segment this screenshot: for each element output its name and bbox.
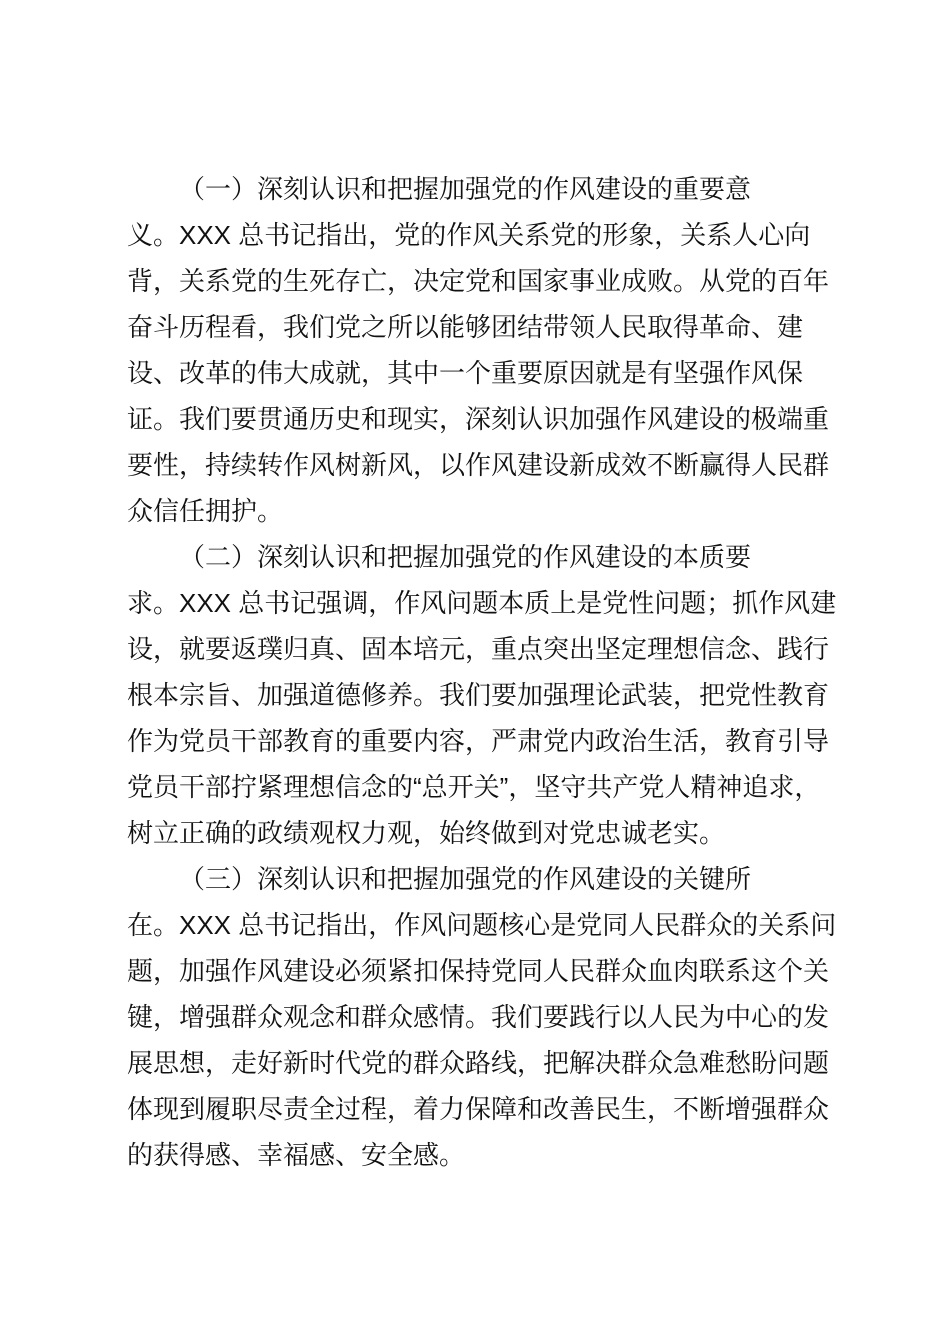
text-line: 党员干部拧紧理想信念的“总开关”，坚守共产党人精神追求， [127, 772, 821, 802]
text-line: 在。XXX 总书记指出，作风问题核心是党同人民群众的关系问 [127, 910, 837, 940]
paragraph-2 [127, 534, 837, 856]
text-line: 设、改革的伟大成就，其中一个重要原因就是有坚强作风保 [127, 358, 804, 388]
text-line: （三）深刻认识和把握加强党的作风建设的关键所 [179, 864, 752, 894]
text-line: 背，关系党的生死存亡，决定党和国家事业成败。从党的百年 [127, 266, 830, 296]
text-line: 题，加强作风建设必须紧扣保持党同人民群众血肉联系这个关 [127, 956, 830, 986]
document-content [127, 166, 837, 1178]
text-line: （一）深刻认识和把握加强党的作风建设的重要意 [179, 174, 752, 204]
text-line: 作为党员干部教育的重要内容，严肃党内政治生活，教育引导 [127, 726, 830, 756]
text-line: 证。我们要贯通历史和现实，深刻认识加强作风建设的极端重 [127, 404, 830, 434]
paragraph-3 [127, 856, 837, 1178]
text-line: 的获得感、幸福感、安全感。 [127, 1140, 466, 1170]
text-line: 根本宗旨、加强道德修养。我们要加强理论武装，把党性教育 [127, 680, 830, 710]
text-line: 奋斗历程看，我们党之所以能够团结带领人民取得革命、建 [127, 312, 804, 342]
text-line: 键，增强群众观念和群众感情。我们要践行以人民为中心的发 [127, 1002, 830, 1032]
text-line: 体现到履职尽责全过程，着力保障和改善民生，不断增强群众 [127, 1094, 830, 1124]
text-line: 众信任拥护。 [127, 496, 284, 526]
text-line: 设，就要返璞归真、固本培元，重点突出坚定理想信念、践行 [127, 634, 830, 664]
text-line: 求。XXX 总书记强调，作风问题本质上是党性问题；抓作风建 [127, 588, 837, 618]
text-line: 要性，持续转作风树新风，以作风建设新成效不断赢得人民群 [127, 450, 830, 480]
text-line: 展思想，走好新时代党的群众路线，把解决群众急难愁盼问题 [127, 1048, 830, 1078]
paragraph-1 [127, 166, 833, 534]
text-line: 义。XXX 总书记指出，党的作风关系党的形象，关系人心向 [127, 220, 811, 250]
text-line: 树立正确的政绩观权力观，始终做到对党忠诚老实。 [127, 818, 726, 848]
text-line: （二）深刻认识和把握加强党的作风建设的本质要 [179, 542, 752, 572]
